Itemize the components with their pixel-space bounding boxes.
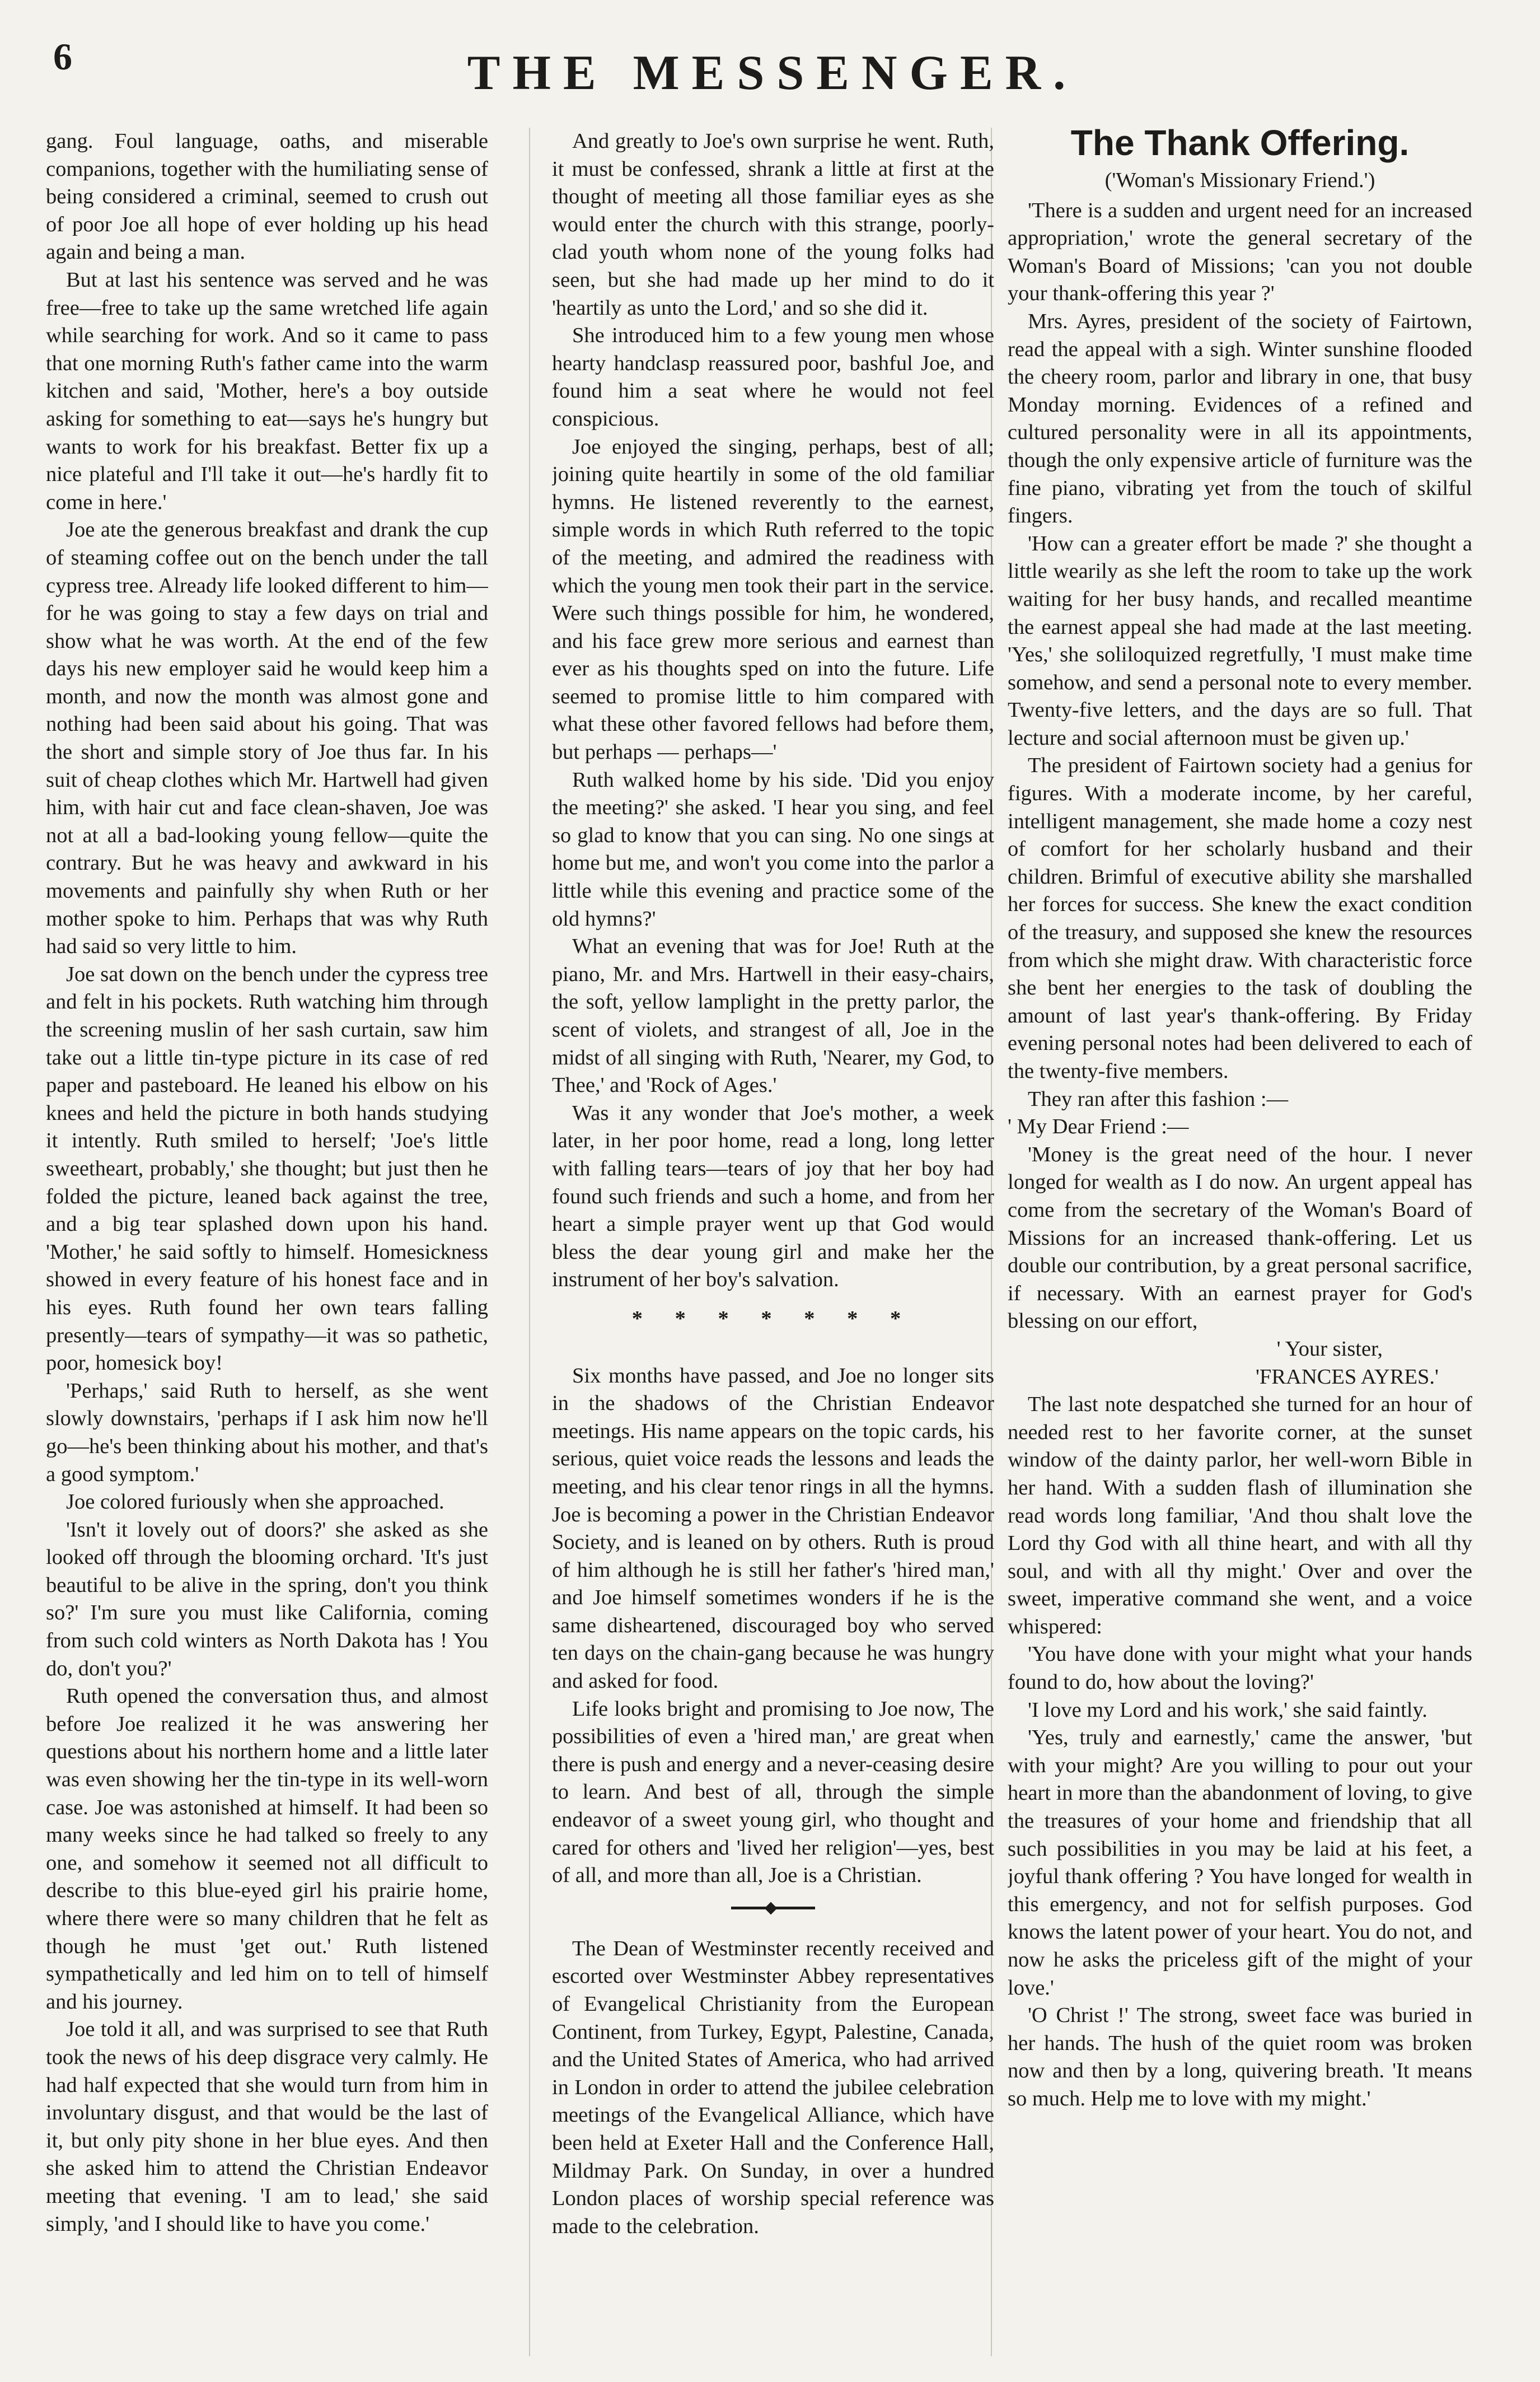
paragraph: Mrs. Ayres, president of the society of Fairtown, read the appeal with a sigh. Winter sunshine flooded the cheery room, parlor and library in one, that busy Monday morning. Evidences of a refined and cultured personality were in all its appointments, though the only expensive article of furniture was the fine piano, vibrating yet from the touch of skilful fingers.	[1008, 309, 1472, 528]
paragraph: 'Isn't it lovely out of doors?' she asked as she looked off through the blooming orchard. 'It's just beautiful to be alive in the spring, don't you think so?' I'm sure you must like California, coming from such cold winters as North Dakota has ! You do, don't you?'	[46, 1517, 488, 1680]
paragraph: gang. Foul language, oaths, and miserable companions, together with the humiliating sense of being considered a criminal, seemed to crush out of poor Joe all hope of ever holding up his head again and being a man.	[46, 129, 488, 264]
article-source: ('Woman's Missionary Friend.')	[1104, 169, 1375, 192]
divider-ornament	[731, 1907, 815, 1909]
newspaper-title: THE MESSENGER.	[467, 46, 1078, 100]
column-1	[46, 128, 488, 2362]
paragraph: The last note despatched she turned for an hour of needed rest to her favorite corner, at the sunset window of the dainty parlor, her well-worn Bible in her hand. With a sudden flash of illumination she read words long familiar, 'And thou shalt love the Lord thy God with all thine heart, and with all thy soul, and with all thy might.' Over and over the sweet, imperative command she went, and a voice whispered:	[1008, 1393, 1472, 1638]
paragraph: The Dean of Westminster recently received and escorted over Westminster Abbey representatives of Evangelical Christianity from the European Continent, from Turkey, Egypt, Palestine, Canada, and the United States of America, who had arrived in London in order to attend the jubilee celebration meetings of the Evangelical Alliance, which have been held at Exeter Hall and the Conference Hall, Mildmay Park. On Sunday, in over a hundred London places of worship special reference was made to the celebration.	[552, 1936, 994, 2238]
paragraph: Ruth walked home by his side. 'Did you enjoy the meeting?' she asked. 'I hear you sing, and feel so glad to know that you can sing. No one sings at home but me, and won't you come into the parlor a little while this evening and practice some of the old hymns?'	[552, 768, 994, 931]
article-heading: The Thank Offering.	[1070, 128, 1410, 163]
paragraph: Life looks bright and promising to Joe now, The possibilities of even a 'hired man,' are great when there is push and energy and a never-ceasing desire to learn. And best of all, through the simple endeavor of a sweet young girl, who thought and cared for others and 'lived her religion'—yes, best of all, and more than all, Joe is a Christian.	[552, 1697, 994, 1888]
paragraph: Joe sat down on the bench under the cypress tree and felt in his pockets. Ruth watching him through the screening muslin of her sash curtain, saw him take out a little tin-type picture in its case of red paper and pasteboard. He leaned his elbow on his knees and held the picture in both hands studying it intently. Ruth smiled to herself; 'Joe's little sweetheart, probably,' she thought; but just then he folded the picture, leaned back against the tree, and a big tear splashed down upon his hand. 'Mother,' he said softly to himself. Homesickness showed in every feature of his honest face and in his eyes. Ruth found her own tears falling presently—tears of sympathy—it was so pathetic, poor, homesick boy!	[46, 962, 488, 1375]
paragraph: 'Yes, truly and earnestly,' came the answer, 'but with your might? Are you willing to pour out your heart in more than the abandonment of loving, to give the treasures of your home and friendship that all such possibilities in you may be laid at his feet, a joyful thank offering ? You have longed for wealth in this emergency, and not for selfish purposes. God knows the latent power of your heart. You do not, and now he asks the priceless gift of the might of your love.'	[1008, 1726, 1472, 2000]
column-2	[552, 128, 994, 2362]
paragraph: 'I love my Lord and his work,' she said faintly.	[1028, 1698, 1427, 1722]
column-rule	[529, 128, 530, 2356]
paragraph: And greatly to Joe's own surprise he went. Ruth, it must be confessed, shrank a little at first at the thought of meeting all those familiar eyes as she would enter the church with this strange, poorly-clad youth whom none of the young folks had seen, but she had made up her mind to do it 'heartily as unto the Lord,' and so she did it.	[552, 129, 994, 320]
paragraph: But at last his sentence was served and he was free—free to take up the same wretched life again while searching for work. And so it came to pass that one morning Ruth's father came into the warm kitchen and said, 'Mother, here's a boy outside asking for something to eat—says he's hungry but wants to work for his breakfast. Better fix up a nice plateful and I'll take it out—he's hardly fit to come in here.'	[46, 268, 488, 514]
letter-body: 'Money is the great need of the hour. I never longed for wealth as I do now. An urgent appeal has come from the secretary of the Woman's Board of Missions for an increased thank-offering. Let us double our contribution, by a great personal sacrifice, if necessary. With an earnest prayer for God's blessing on our effort,	[1008, 1142, 1472, 1333]
paragraph: Joe ate the generous breakfast and drank the cup of steaming coffee out on the bench under the tall cypress tree. Already life looked different to him—for he was going to stay a few days on trial and show what he was worth. At the end of the few days his new employer said he would keep him a month, and now the month was almost gone and nothing had been said about his going. That was the short and simple story of Joe thus far. In his suit of cheap clothes which Mr. Hartwell had given him, with hair cut and face clean-shaven, Joe was not at all a bad-looking young fellow—quite the contrary. But he was heavy and awkward in his movements and painfully shy when Ruth or her mother spoke to him. Perhaps that was why Ruth had said so very little to him.	[46, 518, 488, 959]
paragraph: They ran after this fashion :—	[1028, 1087, 1289, 1111]
column-3	[1008, 128, 1472, 2362]
page-number: 6	[53, 35, 72, 78]
paragraph: Joe enjoyed the singing, perhaps, best of all; joining quite heartily in some of the old familiar hymns. He listened reverently to the earnest, simple words in which Ruth referred to the topic of the meeting, and admired the readiness with which the young men took their part in the service. Were such things possible for him, he wondered, and his face grew more serious and earnest than ever as his thoughts sped on into the future. Life seemed to promise little to him compared with what these other favored fellows had before them, but perhaps — perhaps—'	[552, 435, 994, 764]
section-separator: * * * * * * *	[631, 1306, 915, 1330]
paragraph: The president of Fairtown society had a genius for figures. With a moderate income, by her careful, intelligent management, she made home a cozy nest of comfort for her scholarly husband and their children. Brimful of executive ability she marshalled her forces for success. She knew the exact condition of the treasury, and supposed she knew the resources from which she might draw. With characteristic force she bent her energies to the task of doubling the amount of last year's thank-offering. By Friday evening personal notes had been delivered to each of the twenty-five members.	[1008, 754, 1472, 1083]
paragraph: Joe colored furiously when she approached.	[66, 1490, 444, 1514]
paragraph: 'O Christ !' The strong, sweet face was buried in her hands. The hush of the quiet room was broken now and then by a long, quivering breath. 'It means so much. Help me to love with my might.'	[1008, 2003, 1472, 2110]
paragraph: She introduced him to a few young men whose hearty handclasp reassured poor, bashful Joe, and found him a seat where he would not feel conspicious.	[552, 324, 994, 431]
paragraph: 'There is a sudden and urgent need for an increased appropriation,' wrote the general secretary of the Woman's Board of Missions; 'can you not double your thank-offering this year ?'	[1008, 198, 1472, 306]
paragraph: 'How can a greater effort be made ?' she thought a little wearily as she left the room to take up the work waiting for her busy hands, and recalled meantime the earnest appeal she had made at the last meeting. 'Yes,' she soliloquized regretfully, 'I must make time somehow, and send a personal note to every member. Twenty-five letters, and the days are so full. That lecture and social afternoon must be given up.'	[1008, 531, 1472, 750]
masthead	[45, 22, 1500, 100]
paragraph: 'Perhaps,' said Ruth to herself, as she went slowly downstairs, 'perhaps if I ask him now he'll go—he's been thinking about his mother, and that's a good symptom.'	[46, 1379, 488, 1486]
paragraph: Ruth opened the conversation thus, and almost before Joe realized it he was answering her questions about his northern home and a little later was even showing her the tin-type in its well-worn case. Joe was astonished at himself. It had been so many weeks since he had talked so freely to any one, and somehow it seemed not all difficult to describe to this blue-eyed girl his prairie home, where there were so many children that he felt as though he must 'get out.' Ruth listened sympathetically and led him on to tell of himself and his journey.	[46, 1684, 488, 2014]
paragraph: Six months have passed, and Joe no longer sits in the shadows of the Christian Endeavor meetings. His name appears on the topic cards, his serious, quiet voice reads the lessons and leads the meeting, and his clear tenor rings in all the hymns. Joe is becoming a power in the Christian Endeavor Society, and is leaned on by others. Ruth is proud of him although he is still her father's 'hired man,' and Joe himself sometimes wonders if he is the same disheartened, discouraged boy who served ten days on the chain-gang because he was hungry and asked for food.	[552, 1363, 994, 1693]
letter-signature: 'FRANCES AYRES.'	[1256, 1365, 1439, 1389]
paragraph: What an evening that was for Joe! Ruth at the piano, Mr. and Mrs. Hartwell in their easy-chairs, the soft, yellow lamplight in the pretty parlor, the scent of violets, and strangest of all, Joe in the midst of all singing with Ruth, 'Nearer, my God, to Thee,' and 'Rock of Ages.'	[552, 935, 994, 1097]
letter-salutation: ' My Dear Friend :—	[1008, 1115, 1189, 1139]
paragraph: Joe told it all, and was surprised to see that Ruth took the news of his deep disgrace very calmly. He had half expected that she would turn from him in involuntary disgust, and that would be the last of it, but only pity shone in her blue eyes. And then she asked him to attend the Christian Endeavor meeting that evening. 'I am to lead,' she said simply, 'and I should like to have you come.'	[46, 2017, 488, 2236]
letter-closing: ' Your sister,	[1276, 1337, 1383, 1361]
paragraph: Was it any wonder that Joe's mother, a week later, in her poor home, read a long, long letter with falling tears—tears of joy that her boy had found such friends and such a home, and from her heart a simple prayer went up that God would bless the dear young girl and make her the instrument of her boy's salvation.	[552, 1101, 994, 1292]
paragraph: 'You have done with your might what your hands found to do, how about the loving?'	[1008, 1642, 1472, 1694]
